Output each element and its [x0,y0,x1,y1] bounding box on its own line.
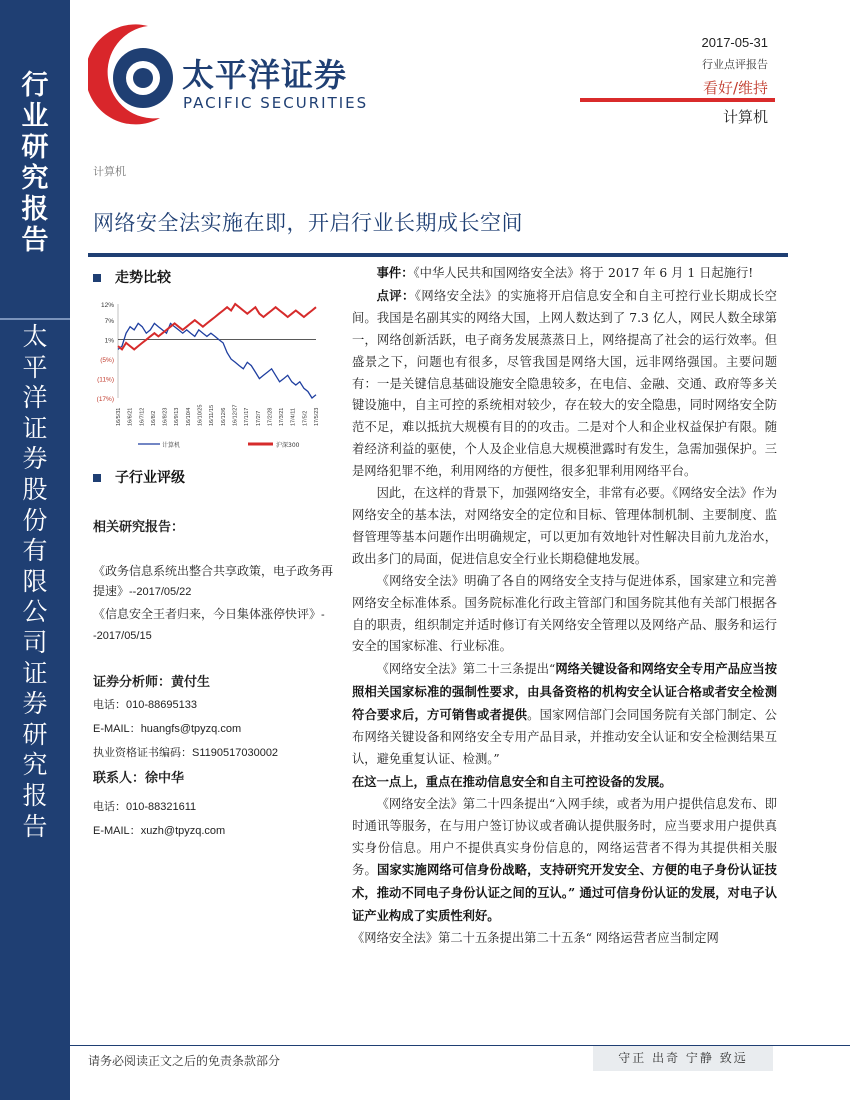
logo-name-cn: 太平洋证券 [182,56,348,94]
legend-label: 计算机 [162,442,181,449]
contact-email[interactable]: xuzh@tpyzq.com [140,825,226,837]
sub-rating-section-heading: 子行业评级 [93,467,185,487]
trend-chart [88,296,328,456]
analyst-license-row: 执业资格证书编码：S1190517030002 [93,746,279,759]
x-tick-label: 16/10/4 [185,407,192,426]
analyst-phone: 010-88695133 [126,699,197,711]
x-tick-label: 17/2/7 [255,410,262,426]
contact-phone-row: 电话：010-88321611 [93,800,197,813]
x-tick-label: 16/9/13 [174,407,181,426]
y-tick-label: (11%) [97,376,114,384]
y-tick-label: (5%) [100,357,114,365]
title-divider [88,253,788,257]
analyst-name: 证券分析师：黄付生 [93,675,211,690]
bullet-square-icon [93,274,101,282]
related-report-title: 《政务信息系统出整合共享政策，电子政务再提速》 [93,564,334,598]
related-report-title: 《信息安全王者归来，今日集体涨停快评》 [93,607,322,621]
series-line [118,304,316,349]
x-tick-label: 17/1/17 [244,407,251,426]
event-paragraph: 事件：《中华人民共和国网络安全法》将于 2017 年 6 月 1 日起施行! [376,265,754,280]
report-type: 行业点评报告 [702,58,768,71]
comment-paragraph: 点评：《网络安全法》的实施将开启信息安全和自主可控行业长期成长空间。我国是名副其实的网络大国，上网人数达到了 7.3 亿人，网民人数全球第一，网络创新活跃，电子商务发展蒸蒸日上，网络提高了社会的运行效率。但盛景之下，问题也有很多，尽管我国是网络大国，远非网络强国。主要问题有：一是关键信息基础设施安全隐患较多，在电信、金融、交通、政府等多关键设施中，自主可控的系统相对较少，存在较大的安全隐患，同时网络安全防范不足，难以抵抗大规模有目的的攻击。二是对个人和企业权益保护有限。随着经济利益的驱使，个人及企业信息大规模泄露时有发生，急需加强保护。三是网络犯罪不绝，利用网络的方便性，很多犯罪利用网络平台。 [352,287,777,479]
x-tick-label: 17/4/11 [290,408,297,426]
trend-section-heading: 走势比较 [93,267,171,287]
x-tick-label: 16/12/27 [232,404,239,426]
contact-phone: 010-88321611 [126,801,197,813]
sidebar-company-label: 太 平 洋 证 券 股 份 有 限 公 司 证 券 研 究 报 告 [22,322,48,841]
x-tick-label: 17/5/23 [314,407,320,426]
analyst-phone-row: 电话：010-88695133 [93,698,197,711]
related-reports-heading: 相关研究报告： [93,520,185,535]
x-tick-label: 16/7/12 [139,407,146,426]
x-tick-label: 16/12/6 [220,407,227,426]
breadcrumb: 计算机 [93,165,126,178]
y-tick-label: (17%) [96,396,114,403]
trend-chart-svg [88,296,328,456]
related-report-date: --2017/05/22 [129,586,192,598]
related-report-item[interactable] [93,604,333,646]
logo-name-en: PACIFIC SECURITIES [183,94,369,112]
x-tick-label: 16/11/15 [209,404,216,426]
legend-label: 沪深300 [276,442,300,449]
body-paragraph: 因此，在这样的背景下，加强网络安全，非常有必要。《网络安全法》作为网络安全的基本法，对网络安全的定位和目标、管理体制机制、主要制度、监督管理等基本问题作出明确规定，可以更加有效地针对性解决目前九龙治水，政出多门的局面，促进信息安全行业长期稳健地发展。 [352,486,777,566]
x-tick-label: 16/6/21 [127,407,134,426]
contact-name: 联系人：徐中华 [93,771,185,786]
footer-motto: 守正 出奇 宁静 致远 [593,1046,773,1071]
related-report-date: --2017/05/15 [93,609,325,642]
main-body-text [352,262,777,950]
sidebar-report-category: 行 业 研 究 报 告 [21,70,49,256]
body-paragraph: 《网络安全法》第二十三条提出“网络关键设备和网络安全专用产品应当按照相关国家标准的强制性要求，由具备资格的机构安全认证合格或者安全检测符合要求后，方可销售或者提供。国家网信部门会同国务院有关部门制定、公布网络关键设备和网络安全专用产品目录，并推动安全认证和安全检测结果互认，避免重复认证、检测。” 在这一点上，重点在推动信息安全和自主可控设备的发展。 [352,661,777,789]
x-tick-label: 16/8/2 [150,410,157,426]
body-paragraph: 《网络安全法》第二十五条提出第二十五条“ 网络运营者应当制定网 [352,931,719,946]
x-tick-label: 16/8/23 [162,407,169,426]
y-tick-label: 1% [104,337,114,345]
analyst-license: S1190517030002 [192,747,279,759]
contact-email-row: E-MAIL：xuzh@tpyzq.com [93,825,226,837]
body-paragraph: 《网络安全法》第二十四条提出“入网手续，或者为用户提供信息发布、即时通讯等服务，在与用户签订协议或者确认提供服务时，应当要求用户提供真实身份信息。用户不提供真实身份信息的，网络运营者不得为其提供相关服务。国家实施网络可信身份战略，支持研究开发安全、方便的电子身份认证技术，推动不同电子身份认证之间的互认。” 通过可信身份认证的发展，对电子认证产业构成了实质性利好。 [352,796,777,924]
x-tick-label: 17/3/21 [279,407,286,426]
page-title: 网络安全法实施在即，开启行业长期成长空间 [93,211,523,235]
sidebar-divider [0,318,70,320]
report-industry: 计算机 [722,108,768,126]
company-logo-icon [88,18,180,130]
related-report-item[interactable] [93,561,333,602]
analyst-email-row: E-MAIL：huangfs@tpyzq.com [93,723,242,735]
x-tick-label: 17/5/2 [302,410,309,426]
body-paragraph: 《网络安全法》明确了各自的网络安全支持与促进体系，国家建立和完善网络安全标准体系。国务院标准化行政主管部门和国务院其他有关部门根据各自的职责，组织制定并适时修订有关网络安全管理以及网络产品、服务和运行安全的国家标准、行业标准。 [352,573,777,654]
bullet-square-icon [93,474,101,482]
y-tick-label: 7% [104,318,114,326]
report-rating: 看好/维持 [702,79,768,97]
footer-disclaimer: 请务必阅读正文之后的免责条款部分 [88,1054,281,1068]
analyst-email[interactable]: huangfs@tpyzq.com [140,723,242,735]
x-tick-label: 17/2/28 [267,407,274,426]
x-tick-label: 16/10/25 [197,404,204,426]
report-date: 2017-05-31 [701,35,768,50]
rating-underline [580,98,775,102]
y-tick-label: 12% [100,302,114,309]
series-line [118,323,316,398]
x-tick-label: 16/5/31 [116,407,122,426]
